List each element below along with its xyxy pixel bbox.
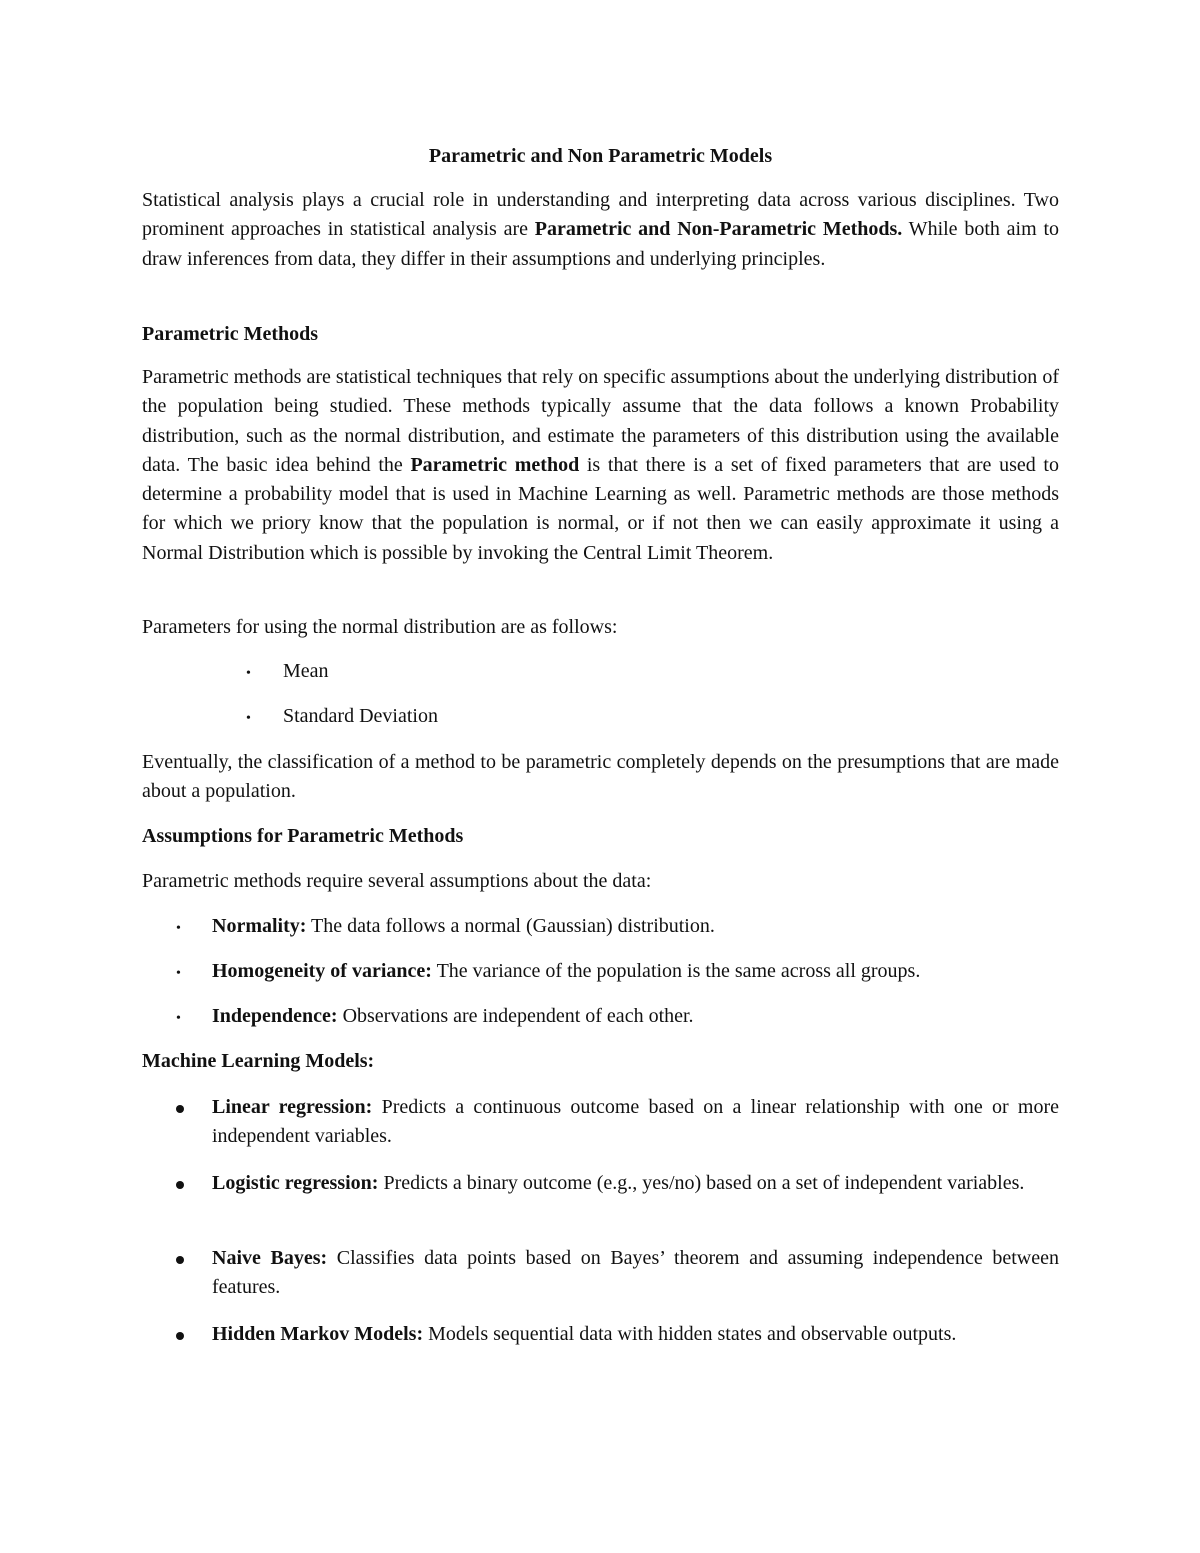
eventually-paragraph: Eventually, the classification of a method to be parametric completely depends on the presumptions that are made about a population. xyxy=(142,751,1059,803)
bullet-icon xyxy=(176,1332,184,1340)
heading-assumptions: Assumptions for Parametric Methods xyxy=(142,825,464,847)
bullet-icon xyxy=(176,1256,184,1264)
model-description: Classifies data points based on Bayes’ theorem and assuming independence between features. xyxy=(212,1247,1059,1299)
bullet-icon xyxy=(176,1105,184,1113)
bullet-icon xyxy=(176,957,181,988)
heading-parametric-methods: Parametric Methods xyxy=(142,323,319,345)
parametric-bold-text: Parametric method xyxy=(410,453,580,476)
parameter-label: Mean xyxy=(283,660,329,682)
bullet-icon xyxy=(246,702,251,733)
model-term: Naive Bayes: xyxy=(212,1247,328,1269)
model-description: Predicts a continuous outcome based on a linear relationship with one or more independent variables. xyxy=(212,1096,1059,1148)
intro-bold-text: Parametric and Non-Parametric Methods. xyxy=(534,218,903,241)
assumption-description: The variance of the population is the same across all groups. xyxy=(431,960,921,982)
model-description: Models sequential data with hidden states and observable outputs. xyxy=(423,1323,957,1345)
assumptions-intro: Parametric methods require several assumptions about the data: xyxy=(142,870,652,892)
model-text xyxy=(212,1244,1059,1303)
assumption-description: Observations are independent of each other. xyxy=(337,1005,694,1027)
bullet-icon xyxy=(176,1002,181,1033)
intro-text-end: While both aim to draw inferences from data, they differ in their assumptions and underlying principles. xyxy=(142,218,1059,270)
assumption-description: The data follows a normal (Gaussian) distribution. xyxy=(306,915,715,937)
model-text xyxy=(212,1169,1059,1198)
intro-text: Statistical analysis plays a crucial role in understanding and interpreting data across various disciplines. Two prominent approaches in statistical analysis are xyxy=(142,189,1059,241)
intro-paragraph xyxy=(142,186,1059,274)
document-title: Parametric and Non Parametric Models xyxy=(428,145,773,167)
parametric-paragraph xyxy=(142,363,1059,568)
model-term: Hidden Markov Models: xyxy=(212,1323,424,1345)
assumption-term: Normality: xyxy=(212,915,307,937)
bullet-icon xyxy=(246,657,251,688)
model-text xyxy=(212,1093,1059,1152)
parametric-text: Parametric methods are statistical techniques that rely on specific assumptions about the underlying distribution of the population being studied. These methods typically assume that the data follows a known Probability distribution, such as the normal distribution, and estimate the parameters of this distribution using the available data. The basic idea behind the xyxy=(142,366,1059,476)
model-text xyxy=(212,1320,1059,1349)
heading-machine-learning-models: Machine Learning Models: xyxy=(142,1050,375,1072)
parameter-label: Standard Deviation xyxy=(283,705,438,727)
assumption-term: Homogeneity of variance: xyxy=(212,960,432,982)
model-term: Linear regression: xyxy=(212,1096,373,1118)
assumption-text xyxy=(212,957,1059,986)
bullet-icon xyxy=(176,912,181,943)
assumption-term: Independence: xyxy=(212,1005,338,1027)
parameters-intro: Parameters for using the normal distribution are as follows: xyxy=(142,616,618,638)
model-description: Predicts a binary outcome (e.g., yes/no) based on a set of independent variables. xyxy=(378,1172,1025,1194)
assumption-text xyxy=(212,912,1059,941)
parametric-text-end: is that there is a set of fixed parameters that are used to determine a probability model that is used in Machine Learning as well. Parametric methods are those methods for which we priory know that the population is normal, or if not then we can easily approximate it using a Normal Distribution which is possible by invoking the Central Limit Theorem. xyxy=(142,453,1059,564)
assumption-text xyxy=(212,1002,1059,1031)
model-term: Logistic regression: xyxy=(212,1172,379,1194)
bullet-icon xyxy=(176,1181,184,1189)
